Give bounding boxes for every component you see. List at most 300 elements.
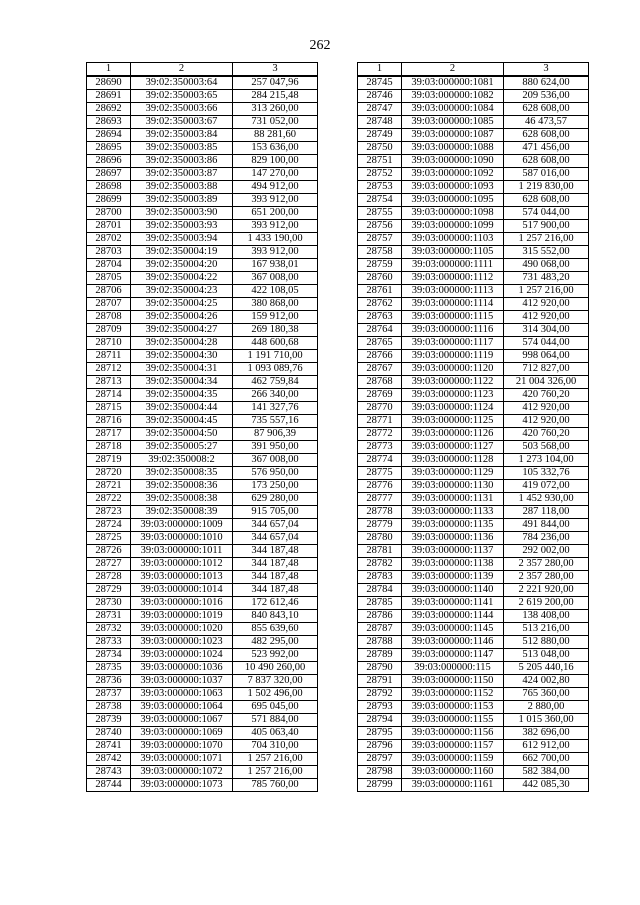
cadastral-number-cell: 39:03:000000:1116	[402, 324, 504, 337]
cadastral-number-cell: 39:03:000000:1113	[402, 285, 504, 298]
column-header: 1	[358, 63, 402, 77]
value-cell: 1 015 360,00	[504, 714, 589, 727]
table-row	[358, 233, 589, 246]
cadastral-number-cell: 39:03:000000:1144	[402, 610, 504, 623]
table-row	[358, 363, 589, 376]
table-row	[87, 441, 318, 454]
row-number-cell: 28692	[87, 103, 131, 116]
cadastral-number-cell: 39:03:000000:1012	[131, 558, 233, 571]
table-row	[358, 76, 589, 90]
table-row	[358, 740, 589, 753]
row-number-cell: 28779	[358, 519, 402, 532]
table-row	[358, 558, 589, 571]
cadastral-number-cell: 39:03:000000:1126	[402, 428, 504, 441]
value-cell: 462 759,84	[233, 376, 318, 389]
table-row	[358, 545, 589, 558]
value-cell: 1 257 216,00	[504, 233, 589, 246]
cadastral-number-cell: 39:03:000000:1095	[402, 194, 504, 207]
cadastral-number-cell: 39:02:350008:38	[131, 493, 233, 506]
cadastral-number-cell: 39:03:000000:1115	[402, 311, 504, 324]
cadastral-number-cell: 39:03:000000:1133	[402, 506, 504, 519]
value-cell: 344 187,48	[233, 558, 318, 571]
table-row	[358, 688, 589, 701]
row-number-cell: 28722	[87, 493, 131, 506]
value-cell: 46 473,57	[504, 116, 589, 129]
table-row	[358, 454, 589, 467]
table-row	[87, 272, 318, 285]
table-row	[87, 259, 318, 272]
value-cell: 503 568,00	[504, 441, 589, 454]
cadastral-number-cell: 39:03:000000:1093	[402, 181, 504, 194]
cadastral-number-cell: 39:03:000000:1112	[402, 272, 504, 285]
table-row	[87, 766, 318, 779]
cadastral-number-cell: 39:03:000000:1123	[402, 389, 504, 402]
value-cell: 494 912,00	[233, 181, 318, 194]
cadastral-number-cell: 39:02:350004:20	[131, 259, 233, 272]
row-number-cell: 28694	[87, 129, 131, 142]
row-number-cell: 28730	[87, 597, 131, 610]
table-row	[358, 623, 589, 636]
cadastral-number-cell: 39:03:000000:1099	[402, 220, 504, 233]
row-number-cell: 28756	[358, 220, 402, 233]
row-number-cell: 28733	[87, 636, 131, 649]
row-number-cell: 28793	[358, 701, 402, 714]
cadastral-number-cell: 39:03:000000:1090	[402, 155, 504, 168]
cadastral-number-cell: 39:03:000000:1098	[402, 207, 504, 220]
cadastral-number-cell: 39:03:000000:1155	[402, 714, 504, 727]
table-row	[358, 207, 589, 220]
row-number-cell: 28737	[87, 688, 131, 701]
table-row	[87, 740, 318, 753]
table-row	[358, 350, 589, 363]
cadastral-number-cell: 39:03:000000:1139	[402, 571, 504, 584]
cadastral-number-cell: 39:03:000000:1011	[131, 545, 233, 558]
value-cell: 167 938,01	[233, 259, 318, 272]
value-cell: 628 608,00	[504, 155, 589, 168]
value-cell: 412 920,00	[504, 311, 589, 324]
cadastral-number-cell: 39:03:000000:1103	[402, 233, 504, 246]
cadastral-number-cell: 39:03:000000:1160	[402, 766, 504, 779]
table-row	[87, 207, 318, 220]
row-number-cell: 28741	[87, 740, 131, 753]
row-number-cell: 28702	[87, 233, 131, 246]
value-cell: 1 452 930,00	[504, 493, 589, 506]
table-row	[87, 233, 318, 246]
value-cell: 405 063,40	[233, 727, 318, 740]
row-number-cell: 28696	[87, 155, 131, 168]
row-number-cell: 28769	[358, 389, 402, 402]
table-row	[87, 714, 318, 727]
row-number-cell: 28776	[358, 480, 402, 493]
table-row	[87, 701, 318, 714]
value-cell: 88 281,60	[233, 129, 318, 142]
row-number-cell: 28745	[358, 76, 402, 90]
row-number-cell: 28706	[87, 285, 131, 298]
value-cell: 292 002,00	[504, 545, 589, 558]
value-cell: 1 273 104,00	[504, 454, 589, 467]
row-number-cell: 28752	[358, 168, 402, 181]
value-cell: 173 250,00	[233, 480, 318, 493]
cadastral-number-cell: 39:02:350003:84	[131, 129, 233, 142]
cadastral-number-cell: 39:02:350003:67	[131, 116, 233, 129]
table-row	[87, 90, 318, 103]
row-number-cell: 28732	[87, 623, 131, 636]
table-row	[87, 649, 318, 662]
cadastral-number-cell: 39:03:000000:1010	[131, 532, 233, 545]
row-number-cell: 28788	[358, 636, 402, 649]
row-number-cell: 28738	[87, 701, 131, 714]
table-row	[87, 623, 318, 636]
column-header: 3	[233, 63, 318, 77]
value-cell: 393 912,00	[233, 220, 318, 233]
row-number-cell: 28760	[358, 272, 402, 285]
row-number-cell: 28778	[358, 506, 402, 519]
value-cell: 735 557,16	[233, 415, 318, 428]
value-cell: 422 108,05	[233, 285, 318, 298]
row-number-cell: 28750	[358, 142, 402, 155]
value-cell: 420 760,20	[504, 389, 589, 402]
cadastral-number-cell: 39:03:000000:1136	[402, 532, 504, 545]
cadastral-number-cell: 39:03:000000:1125	[402, 415, 504, 428]
table-row	[358, 90, 589, 103]
row-number-cell: 28690	[87, 76, 131, 90]
cadastral-number-cell: 39:02:350004:26	[131, 311, 233, 324]
cadastral-number-cell: 39:02:350004:50	[131, 428, 233, 441]
cadastral-number-cell: 39:02:350003:86	[131, 155, 233, 168]
value-cell: 513 048,00	[504, 649, 589, 662]
row-number-cell: 28700	[87, 207, 131, 220]
table-row	[358, 415, 589, 428]
value-cell: 344 187,48	[233, 584, 318, 597]
table-row	[87, 76, 318, 90]
value-cell: 105 332,76	[504, 467, 589, 480]
value-cell: 393 912,00	[233, 246, 318, 259]
row-number-cell: 28783	[358, 571, 402, 584]
value-cell: 391 950,00	[233, 441, 318, 454]
cadastral-number-cell: 39:03:000000:1081	[402, 76, 504, 90]
table-row	[87, 298, 318, 311]
value-cell: 382 696,00	[504, 727, 589, 740]
cadastral-number-cell: 39:03:000000:1129	[402, 467, 504, 480]
table-row	[87, 480, 318, 493]
cadastral-number-cell: 39:03:000000:1127	[402, 441, 504, 454]
cadastral-number-cell: 39:02:350004:19	[131, 246, 233, 259]
table-row	[87, 194, 318, 207]
cadastral-number-cell: 39:03:000000:1064	[131, 701, 233, 714]
cadastral-number-cell: 39:02:350004:22	[131, 272, 233, 285]
cadastral-number-cell: 39:03:000000:1019	[131, 610, 233, 623]
header-row	[358, 63, 589, 77]
row-number-cell: 28775	[358, 467, 402, 480]
row-number-cell: 28703	[87, 246, 131, 259]
value-cell: 412 920,00	[504, 415, 589, 428]
row-number-cell: 28770	[358, 402, 402, 415]
row-number-cell: 28701	[87, 220, 131, 233]
table-row	[87, 493, 318, 506]
value-cell: 2 357 280,00	[504, 558, 589, 571]
row-number-cell: 28744	[87, 779, 131, 792]
row-number-cell: 28787	[358, 623, 402, 636]
cadastral-number-cell: 39:03:000000:1119	[402, 350, 504, 363]
value-cell: 998 064,00	[504, 350, 589, 363]
value-cell: 1 502 496,00	[233, 688, 318, 701]
row-number-cell: 28742	[87, 753, 131, 766]
row-number-cell: 28767	[358, 363, 402, 376]
cadastral-number-cell: 39:02:350008:39	[131, 506, 233, 519]
table-row	[358, 493, 589, 506]
cadastral-number-cell: 39:03:000000:1023	[131, 636, 233, 649]
cadastral-number-cell: 39:03:000000:1088	[402, 142, 504, 155]
table-row	[358, 168, 589, 181]
cadastral-number-cell: 39:03:000000:1072	[131, 766, 233, 779]
cadastral-number-cell: 39:02:350004:25	[131, 298, 233, 311]
value-cell: 367 008,00	[233, 272, 318, 285]
cadastral-number-cell: 39:03:000000:1037	[131, 675, 233, 688]
table-row	[358, 259, 589, 272]
row-number-cell: 28798	[358, 766, 402, 779]
cadastral-number-cell: 39:02:350004:35	[131, 389, 233, 402]
value-cell: 1 257 216,00	[504, 285, 589, 298]
table-row	[358, 610, 589, 623]
table-row	[358, 532, 589, 545]
cadastral-number-cell: 39:03:000000:1067	[131, 714, 233, 727]
cadastral-number-cell: 39:03:000000:115	[402, 662, 504, 675]
table-row	[87, 532, 318, 545]
cadastral-number-cell: 39:03:000000:1146	[402, 636, 504, 649]
cadastral-number-cell: 39:03:000000:1063	[131, 688, 233, 701]
cadastral-number-cell: 39:02:350004:27	[131, 324, 233, 337]
value-cell: 731 052,00	[233, 116, 318, 129]
cadastral-number-cell: 39:03:000000:1085	[402, 116, 504, 129]
row-number-cell: 28748	[358, 116, 402, 129]
table-row	[87, 688, 318, 701]
value-cell: 915 705,00	[233, 506, 318, 519]
value-cell: 662 700,00	[504, 753, 589, 766]
value-cell: 287 118,00	[504, 506, 589, 519]
table-row	[87, 610, 318, 623]
table-row	[87, 311, 318, 324]
table-row	[358, 116, 589, 129]
table-row	[87, 103, 318, 116]
row-number-cell: 28731	[87, 610, 131, 623]
row-number-cell: 28716	[87, 415, 131, 428]
row-number-cell: 28797	[358, 753, 402, 766]
row-number-cell: 28799	[358, 779, 402, 792]
value-cell: 257 047,96	[233, 76, 318, 90]
row-number-cell: 28768	[358, 376, 402, 389]
value-cell: 571 884,00	[233, 714, 318, 727]
table-row	[358, 298, 589, 311]
column-header: 2	[131, 63, 233, 77]
value-cell: 442 085,30	[504, 779, 589, 792]
value-cell: 284 215,48	[233, 90, 318, 103]
value-cell: 209 536,00	[504, 90, 589, 103]
table-row	[87, 402, 318, 415]
table-row	[358, 103, 589, 116]
cadastral-number-cell: 39:03:000000:1141	[402, 597, 504, 610]
table-row	[87, 337, 318, 350]
table-row	[87, 376, 318, 389]
table-row	[87, 779, 318, 792]
value-cell: 712 827,00	[504, 363, 589, 376]
value-cell: 880 624,00	[504, 76, 589, 90]
row-number-cell: 28764	[358, 324, 402, 337]
table-row	[87, 415, 318, 428]
table-row	[358, 337, 589, 350]
cadastral-number-cell: 39:03:000000:1122	[402, 376, 504, 389]
value-cell: 314 304,00	[504, 324, 589, 337]
value-cell: 1 191 710,00	[233, 350, 318, 363]
row-number-cell: 28691	[87, 90, 131, 103]
value-cell: 1 093 089,76	[233, 363, 318, 376]
row-number-cell: 28719	[87, 454, 131, 467]
cadastral-number-cell: 39:03:000000:1024	[131, 649, 233, 662]
row-number-cell: 28777	[358, 493, 402, 506]
value-cell: 1 219 830,00	[504, 181, 589, 194]
cadastral-number-cell: 39:03:000000:1114	[402, 298, 504, 311]
cadastral-number-cell: 39:02:350003:66	[131, 103, 233, 116]
table-row	[87, 675, 318, 688]
table-row	[358, 467, 589, 480]
row-number-cell: 28727	[87, 558, 131, 571]
table-row	[87, 454, 318, 467]
value-cell: 367 008,00	[233, 454, 318, 467]
row-number-cell: 28711	[87, 350, 131, 363]
value-cell: 651 200,00	[233, 207, 318, 220]
table-row	[87, 662, 318, 675]
table-row	[87, 753, 318, 766]
value-cell: 523 992,00	[233, 649, 318, 662]
row-number-cell: 28773	[358, 441, 402, 454]
row-number-cell: 28784	[358, 584, 402, 597]
value-cell: 695 045,00	[233, 701, 318, 714]
row-number-cell: 28740	[87, 727, 131, 740]
row-number-cell: 28780	[358, 532, 402, 545]
row-number-cell: 28751	[358, 155, 402, 168]
table-row	[358, 753, 589, 766]
table-row	[87, 428, 318, 441]
table-row	[87, 285, 318, 298]
table-row	[358, 571, 589, 584]
table-row	[358, 597, 589, 610]
cadastral-number-cell: 39:02:350004:28	[131, 337, 233, 350]
row-number-cell: 28735	[87, 662, 131, 675]
cadastral-number-cell: 39:02:350004:30	[131, 350, 233, 363]
table-row	[87, 324, 318, 337]
table-left	[86, 62, 318, 792]
row-number-cell: 28766	[358, 350, 402, 363]
cadastral-number-cell: 39:03:000000:1082	[402, 90, 504, 103]
table-row	[358, 376, 589, 389]
row-number-cell: 28707	[87, 298, 131, 311]
cadastral-number-cell: 39:03:000000:1124	[402, 402, 504, 415]
value-cell: 344 187,48	[233, 545, 318, 558]
row-number-cell: 28795	[358, 727, 402, 740]
value-cell: 587 016,00	[504, 168, 589, 181]
row-number-cell: 28754	[358, 194, 402, 207]
table-row	[358, 428, 589, 441]
row-number-cell: 28698	[87, 181, 131, 194]
cadastral-number-cell: 39:03:000000:1117	[402, 337, 504, 350]
row-number-cell: 28785	[358, 597, 402, 610]
row-number-cell: 28721	[87, 480, 131, 493]
row-number-cell: 28725	[87, 532, 131, 545]
cadastral-number-cell: 39:02:350008:35	[131, 467, 233, 480]
value-cell: 141 327,76	[233, 402, 318, 415]
cadastral-number-cell: 39:03:000000:1130	[402, 480, 504, 493]
row-number-cell: 28714	[87, 389, 131, 402]
table-row	[358, 480, 589, 493]
table-row	[358, 766, 589, 779]
value-cell: 612 912,00	[504, 740, 589, 753]
row-number-cell: 28705	[87, 272, 131, 285]
cadastral-number-cell: 39:03:000000:1016	[131, 597, 233, 610]
table-row	[358, 285, 589, 298]
table-row	[358, 675, 589, 688]
cadastral-number-cell: 39:03:000000:1145	[402, 623, 504, 636]
cadastral-number-cell: 39:02:350003:94	[131, 233, 233, 246]
row-number-cell: 28724	[87, 519, 131, 532]
table-row	[87, 168, 318, 181]
value-cell: 513 216,00	[504, 623, 589, 636]
table-row	[87, 116, 318, 129]
table-row	[87, 350, 318, 363]
value-cell: 490 068,00	[504, 259, 589, 272]
cadastral-number-cell: 39:03:000000:1013	[131, 571, 233, 584]
table-row	[358, 389, 589, 402]
value-cell: 424 002,80	[504, 675, 589, 688]
table-row	[358, 701, 589, 714]
value-cell: 1 257 216,00	[233, 753, 318, 766]
row-number-cell: 28726	[87, 545, 131, 558]
cadastral-number-cell: 39:03:000000:1161	[402, 779, 504, 792]
row-number-cell: 28697	[87, 168, 131, 181]
row-number-cell: 28746	[358, 90, 402, 103]
column-header: 2	[402, 63, 504, 77]
cadastral-number-cell: 39:02:350003:88	[131, 181, 233, 194]
value-cell: 344 657,04	[233, 519, 318, 532]
value-cell: 704 310,00	[233, 740, 318, 753]
row-number-cell: 28739	[87, 714, 131, 727]
cadastral-number-cell: 39:03:000000:1131	[402, 493, 504, 506]
value-cell: 2 357 280,00	[504, 571, 589, 584]
row-number-cell: 28717	[87, 428, 131, 441]
row-number-cell: 28715	[87, 402, 131, 415]
row-number-cell: 28728	[87, 571, 131, 584]
row-number-cell: 28699	[87, 194, 131, 207]
table-row	[87, 597, 318, 610]
value-cell: 765 360,00	[504, 688, 589, 701]
value-cell: 628 608,00	[504, 129, 589, 142]
value-cell: 420 760,20	[504, 428, 589, 441]
cadastral-number-cell: 39:03:000000:1009	[131, 519, 233, 532]
cadastral-number-cell: 39:02:350005:27	[131, 441, 233, 454]
value-cell: 412 920,00	[504, 298, 589, 311]
cadastral-number-cell: 39:02:350008:36	[131, 480, 233, 493]
table-row	[358, 714, 589, 727]
cadastral-number-cell: 39:03:000000:1153	[402, 701, 504, 714]
row-number-cell: 28743	[87, 766, 131, 779]
cadastral-number-cell: 39:02:350004:23	[131, 285, 233, 298]
row-number-cell: 28772	[358, 428, 402, 441]
cadastral-number-cell: 39:02:350003:89	[131, 194, 233, 207]
table-row	[87, 389, 318, 402]
cadastral-number-cell: 39:03:000000:1120	[402, 363, 504, 376]
cadastral-number-cell: 39:03:000000:1036	[131, 662, 233, 675]
cadastral-number-cell: 39:03:000000:1128	[402, 454, 504, 467]
value-cell: 731 483,20	[504, 272, 589, 285]
row-number-cell: 28757	[358, 233, 402, 246]
